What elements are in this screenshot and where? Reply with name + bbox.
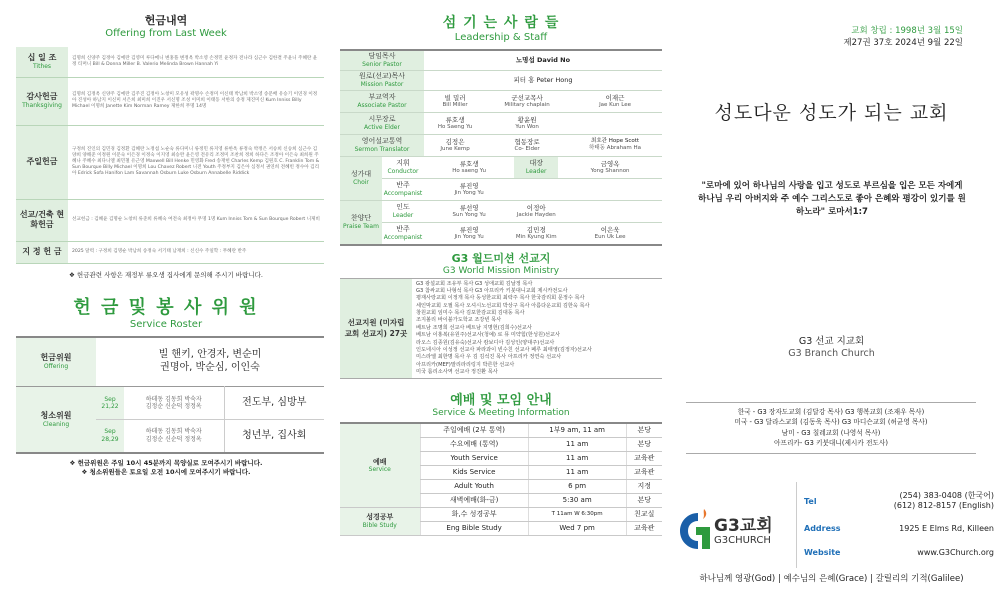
worship-subtitle: Service & Meeting Information [432, 408, 570, 419]
mission-label: 선교지원 (미자립 교회 선교지) 27곳 [340, 279, 412, 379]
service-place: 교육관 [626, 521, 662, 535]
praise-row [340, 201, 662, 223]
website-link[interactable]: www.G3Church.org [917, 547, 994, 557]
branch-subtitle: G3 Branch Church [788, 348, 875, 360]
roster-note-2: ❖ 청소위원들은 토요일 오전 10시에 모여주시기 바랍니다. [81, 467, 251, 476]
service-row [340, 507, 662, 521]
issue-info: 제27권 37호 2024년 9월 22일 [843, 37, 963, 48]
elder-sub: Active Elder [364, 123, 400, 131]
mission-item: 세인막교회 오필 목사 오셔시노선교회 박상구 목사 아름다운교회 김한욱 목사 [416, 302, 590, 309]
leader-row [340, 112, 662, 134]
offering-title: 헌금내역 [144, 14, 188, 27]
offering-row-sub: Tithes [32, 63, 52, 70]
offering-panel [0, 0, 332, 603]
offering-row [16, 77, 324, 125]
roster-offering-names-2: 권명아, 박순심, 이인숙 [160, 361, 260, 373]
service-name: 새벽예배(화-금) [420, 493, 528, 507]
service-time: 6 pm [528, 479, 626, 493]
senior-label: 담임목사 [368, 52, 396, 61]
translator-name-en: June Kemp [440, 145, 470, 152]
address-label: Address [804, 523, 841, 533]
service-time: 5:30 am [528, 493, 626, 507]
service-name: Adult Youth [420, 479, 528, 493]
elder-name-en: Ho Saeng Yu [437, 123, 473, 130]
praise-accomp-label: 반주 [396, 225, 410, 234]
praise-leader-sub: Leader [392, 212, 414, 220]
offering-row-label: 지 정 헌 금 [22, 247, 62, 256]
roster-week-small: 하데동 김동희 박숙자 [145, 428, 202, 436]
elder-name: 류호생 [445, 115, 465, 124]
leader-row [340, 50, 662, 70]
service-name: Eng Bible Study [420, 521, 528, 535]
tel-korean: (254) 383-0408 (한국어) [899, 490, 994, 500]
co-elder-label-en: Co- Elder [514, 145, 540, 152]
mission-pastor-label: 원로(선교)목사 [358, 71, 406, 80]
choir-leader-label: 대장 [529, 159, 543, 168]
offering-subtitle: Offering from Last Week [105, 28, 227, 39]
mission-pastor-name: 피터 홍 Peter Hong [424, 70, 662, 90]
offering-row [16, 125, 324, 199]
tel-english: (612) 812-8157 (English) [893, 501, 994, 510]
choir-leader-sub: Leader [525, 167, 547, 175]
mission-item: 라오스 김종원(김유숙)선교사 캄보디아 김성인(양대주)선교사 [416, 339, 555, 346]
praise-leader-name: 류선영 [459, 204, 479, 212]
mission-item: G3 참싸교회 나형석 목사 G3 아프리카 키붓대니교회 제시카전도사 [416, 287, 568, 294]
choir-label: 성가대 [350, 170, 372, 179]
mission-item: 아프리카(MEF)말리라리링지 박른한 선교사 [416, 361, 515, 368]
mission-item: 미스라엘 최한명 목사 우 김 김석진 목사 아프리카 정연숙 선교사 [416, 354, 562, 361]
offering-row-text: 2025 달력 : 구정희 김명순 박남희 송정숙 서기태 남재희 : 신신수 주일학 : 무혜란 반주 [68, 241, 324, 263]
roster-table [16, 336, 324, 454]
service-row [340, 423, 662, 437]
mission-item: 조지볼리 바이블가도학교 조강빈 목사 [416, 317, 502, 324]
footer-tagline: 하나님께 영광(God) | 예수님의 은혜(Grace) | 갈릴리의 기적(Galilee) [699, 574, 964, 584]
roster-week-names: 청년부, 집사회 [242, 429, 307, 441]
offering-row-label: 선교/건축 현화헌금 [19, 210, 65, 229]
accomp-label: 반주 [396, 181, 410, 190]
address-value: 1925 E Elms Rd, Killeen [899, 523, 994, 533]
service-group-label: 성경공부 [366, 513, 394, 522]
roster-offering-sub: Offering [43, 363, 69, 370]
leader-row [340, 134, 662, 156]
praise-accomp-name: 류진영 [459, 225, 479, 234]
branch-list [686, 402, 976, 454]
co-elder-name: 하태동 Abraham Ha [589, 145, 642, 151]
accomp-name-en: Jin Yong Yu [454, 190, 484, 197]
senior-name: 노명섭 David No [424, 50, 662, 70]
service-name: 화,수 성경공부 [420, 507, 528, 521]
praise-leader-label: 인도 [396, 203, 410, 212]
offering-row [16, 241, 324, 263]
service-name: Kids Service [420, 465, 528, 479]
mission-item: 창원교회 임미수 목사 김포한감교회 김대동 목사 [416, 310, 525, 316]
contact-info [804, 486, 994, 564]
service-time: Wed 7 pm [528, 521, 626, 535]
praise-accomp-name-en: Eun Uk Lee [594, 233, 626, 240]
co-elder-name: 최호관 Hope Scott [591, 138, 640, 145]
offering-row [16, 199, 324, 241]
roster-week-date: Sep 28,29 [96, 420, 124, 453]
service-group-sub: Bible Study [362, 522, 397, 529]
mission-title: G3 월드미션 선교지 [451, 251, 551, 265]
offering-row-sub: Thanksgiving [22, 102, 62, 110]
offering-row-text: 구정희 진인의 김민경 김정환 김혜란 노정섭 노순숙 류다미니 류정민 류지영 류한옥 류정숙 박정은 서승희 신승희 심근수 김양희 양해준 이정원 이문숙 이은경 이정숙 이지영 최승완 윤은영 전유리 조정미 조찬희 정희 하다은 조정아 이은숙 최희원 주혜나 주혜수 최다니엘 최민철 유근영 Maxwell Bill Henke 민영화 Fred 송재헌 Charles Kemp 김원호 C. Franklin Tom & Sun Bourque Billy Michael 이명희 Lou Chavez Robert 니전 Youth 주정부지 김은아 심정서 권연희 전혜빈 정수아 김리아 Edrick Sofa Hanifon Lam Savannah Osburn Luke Osburn Annabelle Riddick [68, 125, 324, 199]
roster-title: 헌 금 및 봉 사 위 원 [73, 296, 259, 318]
service-place: 본당 [626, 493, 662, 507]
mission-block [340, 278, 662, 380]
offering-row-text: 김명희 김정옥 신양주 김예란 김주진 김정아 노창미 모유성 곽명수 손정미 이신태 박남희 박소영 송문배 유승기 이연경 이정아 진성아 하남지 이신미 서은희 최미희 이진우 서신명 조성 이미희 이태동 서한의 송정 제진미신 Kum Inniss Billy Michael 이명희 Janette Kim Norman Ramey 제한희 무명 14명 [68, 77, 324, 125]
bible-verse: "로마에 있어 하나님의 사랑을 입고 성도로 부르심을 입은 모든 자에게 하나님 우리 아버지와 주 예수 그리스도로 좋아 은혜와 평강이 있기를 원하노라" 로마서1:7 [698, 181, 966, 218]
praise-label: 찬양단 [350, 214, 372, 223]
mission-item: 베트남 조명희 선교사 베트남 지명헌(김희수)선교사 [416, 324, 532, 331]
elder-name-en: Yun Won [515, 123, 539, 130]
mission-pastor-sub: Mission Pastor [360, 80, 404, 88]
assoc-name-en: Military chaplain [504, 101, 550, 108]
offering-row-text: 선교헌금 : 김혜윤 김명순 노창희 류준희 류혜숙 여전숙 최정아 무명 1명 Kum Inniss Tom & Sun Bourque Robert 니제비 [68, 199, 324, 241]
branch-item: 미국 - G3 달라스교회 (김동욱 목사) G3 마디슨교회 (허균영 목사) [734, 418, 928, 427]
service-time: 11 am [528, 465, 626, 479]
choir-leader-name-en: Yong Shannon [590, 167, 630, 174]
assoc-name: 이재근 [605, 93, 625, 102]
service-time: 11 am [528, 437, 626, 451]
leadership-panel [340, 0, 662, 603]
founded-date: 교회 창립 : 1998년 3월 15일 [851, 26, 963, 36]
mission-item: G3 광설교회 조유부 목사 G3 성애교회 김날정 목사 [416, 280, 533, 287]
roster-subtitle: Service Roster [129, 318, 203, 330]
branch-item: 아프리카- G3 키붓대니(제시카 전도사) [774, 439, 888, 448]
service-place: 교육관 [626, 465, 662, 479]
worship-title: 예배 및 모임 안내 [450, 393, 552, 409]
service-group-sub: Service [368, 466, 391, 474]
church-logo [674, 505, 794, 555]
service-name: Youth Service [420, 451, 528, 465]
offering-row-text: 김명희 신양주 김정아 김예란 김영미 루다메니 변홍플 변정옥 박소영 손정민 윤정자 전나라 심근수 김한결 주윤니 주혜란 윤정 티머니 Bill & Donna Miller B. Valerio Melinda Brown Hannah Yi [68, 47, 324, 77]
translator-label: 영어설교통역 [361, 136, 403, 145]
conductor-name: 류호생 [459, 159, 479, 168]
service-name: 수요예배 (통역) [420, 437, 528, 451]
translator-name: 김정은 [445, 137, 465, 146]
roster-week-small: 김정순 신순덕 정정옥 [145, 435, 202, 443]
roster-week-date: Sep 21,22 [96, 387, 124, 420]
roster-week-small: 하데동 김동희 박숙자 [145, 395, 202, 403]
service-time: T 11am W 6:30pm [528, 507, 626, 521]
service-place: 본당 [626, 437, 662, 451]
choir-row [340, 179, 662, 201]
roster-offering-names-1: 빌 핸키, 안경자, 변순미 [158, 349, 262, 361]
leaders-title: 섬 기 는 사 람 들 [442, 15, 560, 31]
roster-week-names: 전도부, 심방부 [242, 396, 307, 408]
website-label: Website [804, 547, 841, 557]
praise-leader-name-en: Jackie Hayden [516, 212, 556, 219]
choir-leader-name: 금영옥 [600, 159, 620, 168]
assoc-name: 빌 밀러 [444, 93, 466, 102]
offering-table [16, 47, 324, 264]
mission-item: 평재사랑교회 이정개 목사 동성한교회 최락주 목사 한국감리회 문정수 목사 [416, 295, 585, 302]
offering-row-label: 감사헌금 [26, 92, 58, 102]
roster-offering-label: 헌금위원 [40, 353, 72, 362]
mission-item: 인도네시아 이성정 선교사 파라과이 빈수친 선교사 페루 최태영(김정자)선교사 [416, 346, 592, 353]
assoc-name-en: Jae Kun Lee [599, 101, 631, 108]
praise-leader-name: 이정아 [526, 204, 546, 212]
senior-sub: Senior Pastor [362, 60, 402, 68]
tel-label: Tel [804, 496, 817, 506]
branch-title: G3 선교 지교회 [798, 336, 865, 347]
praise-accomp-sub: Accompanist [383, 233, 423, 241]
offering-note: ❖ 헌금관련 사항은 재정부 류오생 집사에게 문의해 주시기 바랍니다. [69, 270, 263, 279]
service-place: 친교실 [626, 507, 662, 521]
conductor-name-en: Ho saeng Yu [452, 167, 487, 174]
offering-row-label: 주일헌금 [26, 157, 58, 166]
roster-cleaning-label: 청소위원 [40, 410, 72, 420]
music-table [340, 157, 662, 246]
elder-label: 시무장로 [368, 114, 396, 123]
mission-list [412, 279, 662, 379]
praise-accomp-name-en: Min Kyung Kim [515, 233, 557, 240]
translator-sub: Sermon Translator [354, 145, 410, 153]
g3-logo-icon [674, 507, 714, 555]
praise-accomp-name: 이은욱 [600, 225, 620, 234]
roster-week-small: 김정순 신순덕 정정옥 [145, 403, 202, 410]
leader-row [340, 70, 662, 90]
branch-item: 남미 - G3 칠레교회 (나영석 목사) [781, 428, 881, 437]
leaders-subtitle: Leadership & Staff [454, 32, 548, 43]
leader-row [340, 90, 662, 112]
roster-cleaning-row [16, 387, 324, 420]
service-place: 본당 [626, 423, 662, 437]
service-name: 주일예배 (2부 통역) [420, 423, 528, 437]
church-motto: 성도다운 성도가 되는 교회 [714, 102, 949, 124]
praise-accomp-name: 김민경 [526, 225, 546, 234]
service-time: 11 am [528, 451, 626, 465]
praise-leader-name-en: Sun Yong Yu [452, 212, 486, 219]
choir-row [340, 157, 662, 179]
roster-offering-row [16, 337, 324, 387]
logo-korean: G3교회 [714, 516, 773, 536]
accomp-sub: Accompanist [383, 190, 423, 198]
service-group-label: 예배 [372, 457, 387, 466]
logo-english: G3CHURCH [714, 535, 771, 546]
mission-item: 미국 롬리소사역 선교사 정진환 목사 [416, 369, 498, 375]
roster-note-1: ❖ 헌금위원은 주일 10시 45분까지 목양실로 모여주시기 바랍니다. [69, 458, 263, 467]
cover-panel [668, 0, 995, 603]
offering-row-label: 십 일 조 [27, 53, 57, 62]
choir-sub: Choir [353, 178, 369, 186]
mission-item: 베트남 이홍복(유원주)선교사(청예) 로 뮤 미약힘(한성원)선교사 [416, 332, 561, 339]
branch-item: 한국 - G3 장자도교회 (김달강 목사) G3 행복교회 (조재우 목사) [737, 408, 925, 416]
assoc-name-en: Bill Miller [442, 101, 468, 108]
assoc-label: 부교역자 [368, 92, 396, 101]
offering-row [16, 47, 324, 77]
assoc-name: 군선교목사 [511, 93, 543, 102]
mission-subtitle: G3 World Mission Ministry [442, 265, 560, 276]
conductor-sub: Conductor [387, 167, 419, 175]
elder-name: 황윤원 [517, 115, 537, 124]
worship-table [340, 422, 662, 536]
accomp-name: 류진영 [459, 182, 479, 190]
service-place: 지정 [626, 479, 662, 493]
leaders-table [340, 49, 662, 157]
praise-row [340, 223, 662, 245]
service-time: 1부9 am, 11 am [528, 423, 626, 437]
praise-sub: Praise Team [343, 222, 379, 230]
roster-cleaning-sub: Cleaning [42, 420, 70, 428]
service-place: 교육관 [626, 451, 662, 465]
praise-accomp-name-en: Jin Yong Yu [454, 233, 484, 240]
assoc-sub: Associate Pastor [357, 101, 407, 109]
co-elder-label: 협동장로 [514, 137, 540, 146]
conductor-label: 지휘 [396, 159, 410, 168]
